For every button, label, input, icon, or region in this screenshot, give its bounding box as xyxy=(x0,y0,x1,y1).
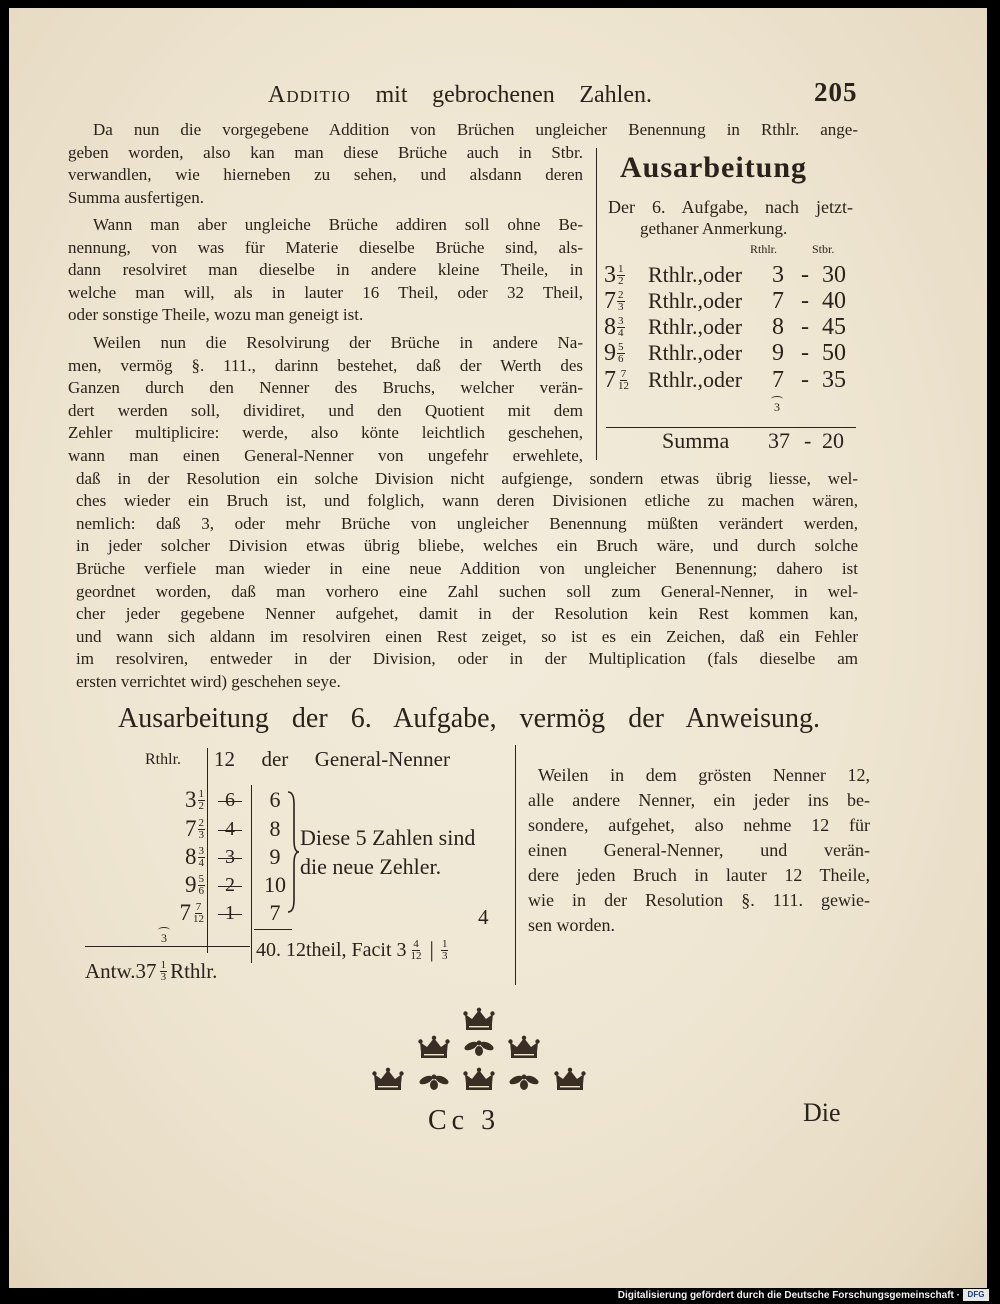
numerator: 3 xyxy=(618,314,624,327)
numerator: 4 xyxy=(413,937,419,950)
whole-part: 8 xyxy=(185,844,197,869)
new-zehler: 9 xyxy=(269,844,281,869)
dash: - xyxy=(801,367,809,393)
mixed-number xyxy=(148,899,205,927)
stbr-value: 50 xyxy=(822,340,846,366)
new-zehler: 6 xyxy=(269,787,281,812)
curly-brace-icon xyxy=(286,790,300,914)
denominator: 4 xyxy=(198,856,204,869)
whole-part: 9 xyxy=(185,872,197,897)
side-row xyxy=(600,288,860,314)
calc-answer xyxy=(85,957,217,985)
mixed-number xyxy=(148,815,205,843)
crown-icon xyxy=(463,1068,494,1090)
calc-row xyxy=(148,871,298,899)
fraction xyxy=(192,902,205,925)
mixed-number xyxy=(604,288,625,314)
text-line: nemlich: daß 3, oder mehr Brüche von ungleicher Benennung müßten verändert werden, xyxy=(76,513,858,533)
text-line: Summa ausfertigen. xyxy=(68,187,204,207)
denominator: 3 xyxy=(441,949,448,962)
numerator: 2 xyxy=(618,288,624,301)
text-line: in jeder solcher Division etwas übrig bliebe, welches ein Bruch wäre, und durch solche xyxy=(76,536,858,556)
new-zehler: 10 xyxy=(264,872,286,897)
denominator: 4 xyxy=(618,326,624,339)
side-subtitle-line: gethaner Anmerkung. xyxy=(640,219,788,238)
unit-label: Rthlr.,oder xyxy=(648,314,743,339)
fraction xyxy=(617,316,625,339)
fraction xyxy=(198,789,206,812)
answer-suffix: Rthlr. xyxy=(170,958,218,983)
mixed-number xyxy=(148,843,205,871)
text-line: Ganzen durch den Nenner des Bruchs, welcher verän- xyxy=(68,378,583,398)
side-row xyxy=(600,367,860,393)
crown-icon xyxy=(418,1036,449,1058)
text-line: Da nun die vorgegebene Addition von Brüchen ungleicher Benennung in Rthlr. ange- xyxy=(93,120,858,139)
denominator: 12 xyxy=(618,379,629,392)
crown-icon xyxy=(508,1036,539,1058)
fraction xyxy=(198,846,206,869)
digitization-credit: Digitalisierung gefördert durch die Deutsche Forschungsgemeinschaft · xyxy=(617,1290,960,1301)
catchword: Die xyxy=(803,1098,841,1127)
explanation-line: dere jeden Bruch in lauter 12 Theile, xyxy=(528,865,870,885)
explanation-line: Weilen in dem grösten Nenner 12, xyxy=(538,765,870,785)
leaf-ornament-icon xyxy=(508,1074,540,1090)
fraction xyxy=(410,939,423,962)
text-line: welche man will, als in lauter 16 Theil, oder 32 Theil, xyxy=(68,282,583,302)
fraction xyxy=(617,264,625,287)
separator: | xyxy=(429,937,434,962)
numerator: 3 xyxy=(198,844,204,857)
mixed-number xyxy=(604,367,630,393)
stbr-value: 45 xyxy=(822,314,846,340)
side-row xyxy=(600,340,860,366)
rthlr-value: 7 xyxy=(772,367,784,393)
total-prefix: 40. 12theil, Facit 3 xyxy=(256,938,407,961)
fraction xyxy=(198,818,206,841)
numerator: 5 xyxy=(198,872,204,885)
running-head-lead: Additio xyxy=(268,82,351,108)
explanation-divider xyxy=(515,745,516,985)
calc-total xyxy=(256,936,451,964)
unit-label: Rthlr.,oder xyxy=(648,262,743,287)
text-line: Brüche verfiele man wieder in eine neue Addition von ungleicher Benennung; dahero ist xyxy=(76,559,858,578)
dfg-logo: DFG xyxy=(963,1289,989,1301)
calc-column-header: Rthlr. xyxy=(145,751,182,768)
rthlr-value: 8 xyxy=(772,314,784,340)
explanation-line: wie in der Resolution §. 111. gewie- xyxy=(528,890,870,910)
unit-label: Rthlr.,oder xyxy=(648,340,743,365)
denominator: 3 xyxy=(160,970,167,983)
numerator: 5 xyxy=(618,340,624,353)
whole-part: 9 xyxy=(604,340,616,366)
dash: - xyxy=(801,262,809,288)
rthlr-value: 9 xyxy=(772,340,784,366)
numerator: 2 xyxy=(198,816,204,829)
side-divider xyxy=(596,148,597,460)
stbr-value: 30 xyxy=(822,262,846,288)
explanation-line: alle andere Nenner, ein jeder ins be- xyxy=(528,790,870,810)
denominator: 12 xyxy=(193,912,204,925)
dash: - xyxy=(801,314,809,340)
running-head-rest: mit gebrochenen Zahlen. xyxy=(375,82,652,108)
whole-part: 3 xyxy=(604,262,616,288)
numerator: 1 xyxy=(160,958,167,971)
denominator: 12 xyxy=(410,949,422,962)
page-number: 205 xyxy=(814,77,858,107)
struck-quotient: 6 xyxy=(215,786,245,814)
rthlr-value: 7 xyxy=(772,288,784,314)
text-line: ches wieder ein Bruch ist, und folglich, wann deren Divisionen etliche zu machen wären, xyxy=(76,491,858,511)
struck-quotient: 1 xyxy=(215,899,245,927)
stbr-value: 35 xyxy=(822,367,846,393)
struck-quotient: 2 xyxy=(215,871,245,899)
mixed-number xyxy=(604,340,625,366)
mixed-number xyxy=(604,262,625,288)
fraction xyxy=(198,874,206,897)
struck-quotient: 4 xyxy=(215,815,245,843)
numerator: 7 xyxy=(620,367,627,380)
denominator: 3 xyxy=(198,828,204,841)
denominator: 6 xyxy=(618,352,624,365)
text-line: dann resolviret man dieselbe in andere kleine Theile, in xyxy=(68,260,583,280)
fraction xyxy=(617,290,625,313)
side-column-header-rthlr: Rthlr. xyxy=(750,242,778,256)
whole-part: 7 xyxy=(185,816,197,841)
new-zehler: 8 xyxy=(269,816,281,841)
side-column-header-stbr: Stbr. xyxy=(812,242,835,256)
calc-row xyxy=(148,786,298,814)
crown-vignette-icon xyxy=(368,1004,592,1104)
dash: - xyxy=(801,288,809,314)
text-line: geordnet worden, daß man vorhero eine Zahl suchen soll zum General-Nenner, in wel- xyxy=(76,581,858,601)
side-carry: 3 xyxy=(774,400,780,414)
brace-note-line: Diese 5 Zahlen sind xyxy=(300,825,476,850)
calc-row xyxy=(148,843,298,871)
text-line: Weilen nun die Resolvirung der Brüche in andere Na- xyxy=(93,333,583,352)
numerator: 1 xyxy=(198,787,204,800)
crown-icon xyxy=(372,1068,403,1090)
rthlr-value: 3 xyxy=(772,262,784,288)
whole-part: 7 xyxy=(604,288,616,314)
text-line: ersten verrichtet wird) geschehen seye. xyxy=(76,672,341,691)
denominator: 6 xyxy=(198,884,204,897)
text-line: men, vermög §. 111., darinn bestehet, daß der Werth des xyxy=(68,355,583,375)
explanation-line: sondere, aufgehet, also nehme 12 für xyxy=(528,815,870,835)
calc-row xyxy=(148,899,298,927)
explanation-line: einen General-Nenner, und verän- xyxy=(528,840,870,860)
whole-part: 7 xyxy=(179,900,191,925)
general-nenner-label: 12 der General-Nenner xyxy=(214,747,450,771)
fraction xyxy=(617,369,630,392)
running-head xyxy=(268,80,652,110)
text-line: daß in der Resolution ein solche Division nicht aufgienge, sondern etwas übrig liesse, wel- xyxy=(76,468,858,488)
text-line: verwandlen, wie hierneben zu sehen, und alsdann deren xyxy=(68,165,583,185)
new-zehler: 7 xyxy=(269,900,281,925)
text-line: wann man einen General-Nenner von ungefehr erwehlete, xyxy=(68,446,583,465)
side-sum-rthlr: 37 xyxy=(768,428,790,453)
answer-prefix: Antw.37 xyxy=(85,958,157,983)
numerator: 1 xyxy=(618,262,624,275)
side-title: Ausarbeitung xyxy=(620,151,808,184)
text-line: Zehler multiplicire: werde, also könte leichtlich geschehen, xyxy=(68,423,583,443)
text-line: geben worden, also kan man diese Brüche auch in Stbr. xyxy=(68,142,583,162)
fraction xyxy=(160,960,168,983)
calc-heading: Ausarbeitung der 6. Aufgabe, vermög der Anweisung. xyxy=(118,703,820,734)
answer-rule xyxy=(85,946,250,947)
reduction-divisor: 4 xyxy=(478,905,489,929)
leaf-ornament-icon xyxy=(463,1040,495,1056)
whole-part: 8 xyxy=(604,314,616,340)
numerator: 7 xyxy=(195,900,202,913)
denominator: 3 xyxy=(618,300,624,313)
brace-note-line: die neue Zehler. xyxy=(300,854,442,879)
side-row xyxy=(600,314,860,340)
crown-icon xyxy=(463,1008,494,1030)
mixed-number xyxy=(604,314,625,340)
explanation-line: sen worden. xyxy=(528,915,615,935)
denominator: 2 xyxy=(198,799,204,812)
text-line: dert werden soll, dividiret, und den Quotient mit dem xyxy=(68,400,583,420)
mixed-number xyxy=(148,786,205,814)
whole-part: 7 xyxy=(604,367,616,393)
signature-mark: Cc 3 xyxy=(428,1105,501,1136)
crown-icon xyxy=(554,1068,585,1090)
text-line: nennung, von was für Materie dieselbe Brüche sind, als- xyxy=(68,237,583,257)
side-sum-rule xyxy=(606,427,856,428)
dash: - xyxy=(801,340,809,366)
text-line: cher jeder gegebene Nenner aufgehet, damit in der Resolution kein Rest kommen kan, xyxy=(76,604,858,624)
struck-quotient: 3 xyxy=(215,843,245,871)
side-row xyxy=(600,262,860,288)
fraction xyxy=(617,342,625,365)
whole-part: 3 xyxy=(185,787,197,812)
side-subtitle-line: Der 6. Aufgabe, nach jetzt- xyxy=(608,197,853,217)
stbr-value: 40 xyxy=(822,288,846,314)
side-sum-label: Summa xyxy=(662,428,730,453)
unit-label: Rthlr.,oder xyxy=(648,367,743,392)
calc-row xyxy=(148,815,298,843)
leaf-ornament-icon xyxy=(418,1074,450,1090)
text-line: oder sonstige Theile, wozu man geneigt ist. xyxy=(68,305,364,325)
side-sum-stbr: 20 xyxy=(822,428,844,453)
text-line: Wann man aber ungleiche Brüche addiren soll ohne Be- xyxy=(93,215,583,234)
mixed-number xyxy=(148,871,205,899)
calc-carry: 3 xyxy=(161,931,167,945)
unit-label: Rthlr.,oder xyxy=(648,288,743,313)
side-sum-dash: - xyxy=(804,428,812,453)
reduced-fraction xyxy=(441,939,449,962)
text-line: und wann sich aldann im resolviren einen Rest zeiget, so ist es ein Zeichen, daß ein Fehler xyxy=(76,626,858,646)
text-line: im resolviren, entweder in der Division, oder in der Multiplication (fals dieselbe am xyxy=(76,649,858,669)
zehler-sum-rule xyxy=(254,929,292,930)
denominator: 2 xyxy=(618,274,624,287)
numerator: 1 xyxy=(441,937,448,950)
